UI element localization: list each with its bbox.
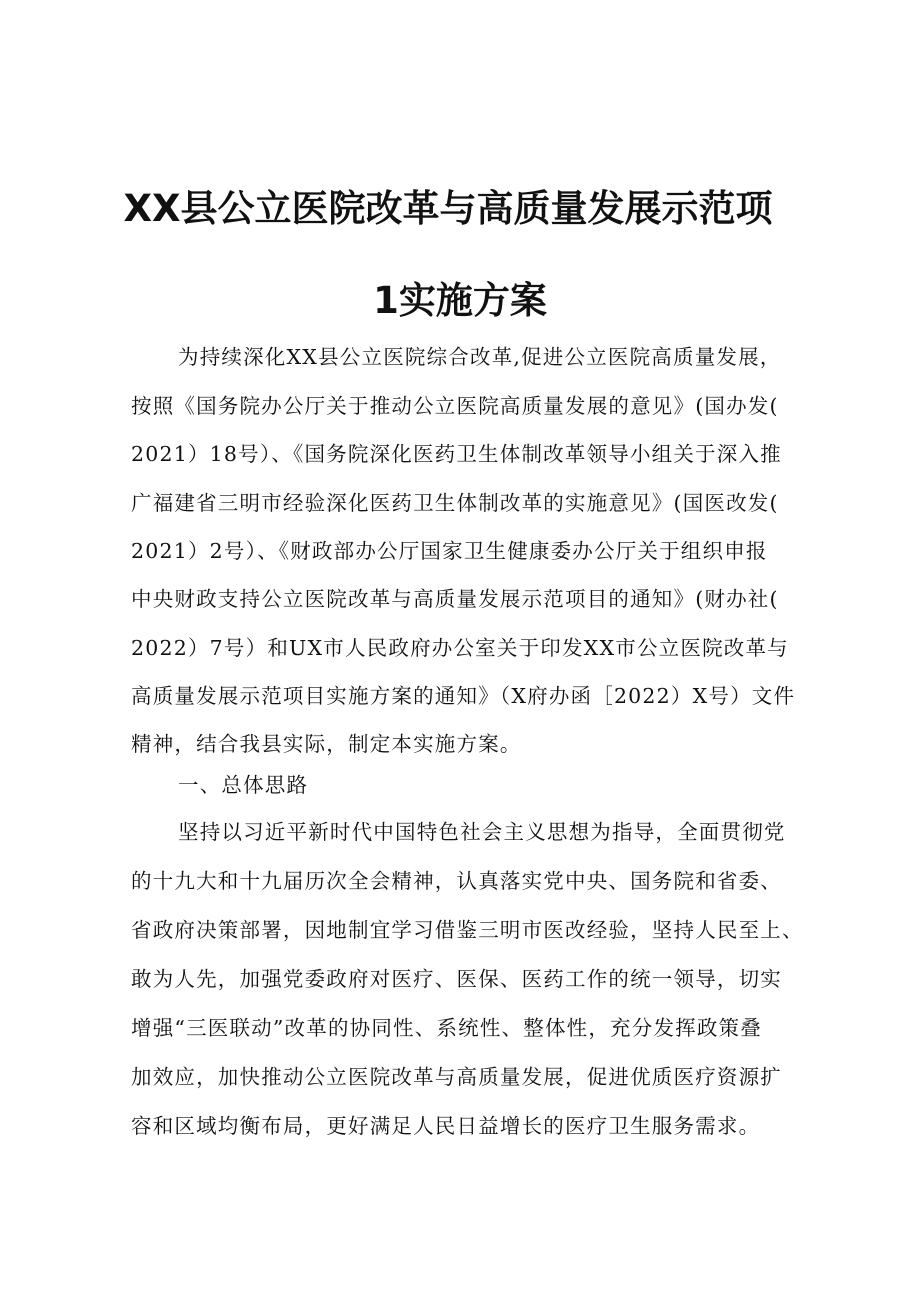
section-heading-overall-approach: 一、总体思路 <box>178 773 309 797</box>
section-paragraph-line: 坚持以习近平新时代中国特色社会主义思想为指导，全面贯彻党 <box>178 820 786 844</box>
intro-paragraph-line: 2021）2号）、《财政部办公厅国家卫生健康委办公厅关于组织申报 <box>131 539 768 563</box>
document-title-line-1: XX县公立医院改革与高质量发展示范项 <box>123 187 773 230</box>
section-paragraph-line: 加效应，加快推动公立医院改革与高质量发展，促进优质医疗资源扩 <box>131 1065 782 1089</box>
intro-paragraph-line: 2021）18号）、《国务院深化医药卫生体制改革领导小组关于深入推 <box>131 442 782 466</box>
intro-paragraph-line: 按照《国务院办公厅关于推动公立医院高质量发展的意见》(国办发( <box>131 394 779 418</box>
intro-paragraph-line: 高质量发展示范项目实施方案的通知》（X府办函［2022）X号）文件 <box>131 684 796 708</box>
section-paragraph-line: 增强“三医联动”改革的协同性、系统性、整体性，充分发挥政策叠 <box>131 1016 762 1040</box>
section-paragraph-line: 容和区域均衡布局，更好满足人民日益增长的医疗卫生服务需求。 <box>131 1114 761 1138</box>
section-paragraph-line: 敢为人先，加强党委政府对医疗、医保、医药工作的统一领导，切实 <box>131 967 782 991</box>
intro-paragraph-line: 为持续深化XX县公立医院综合改革,促进公立医院高质量发展， <box>178 345 782 369</box>
section-paragraph-line: 省政府决策部署，因地制宜学习借鉴三明市医改经验，坚持人民至上、 <box>131 918 804 942</box>
document-title-line-2: 1实施方案 <box>373 279 547 322</box>
intro-paragraph-line: 2022）7号）和UX市人民政府办公室关于印发XX市公立医院改革与 <box>131 636 789 660</box>
intro-paragraph-line: 中央财政支持公立医院改革与高质量发展示范项目的通知》(财办社( <box>131 587 779 611</box>
intro-paragraph-line: 精神，结合我县实际，制定本实施方案。 <box>131 732 522 756</box>
intro-paragraph-line: 广福建省三明市经验深化医药卫生体制改革的实施意见》(国医改发( <box>131 491 779 515</box>
section-paragraph-line: 的十九大和十九届历次全会精神，认真落实党中央、国务院和省委、 <box>131 869 782 893</box>
